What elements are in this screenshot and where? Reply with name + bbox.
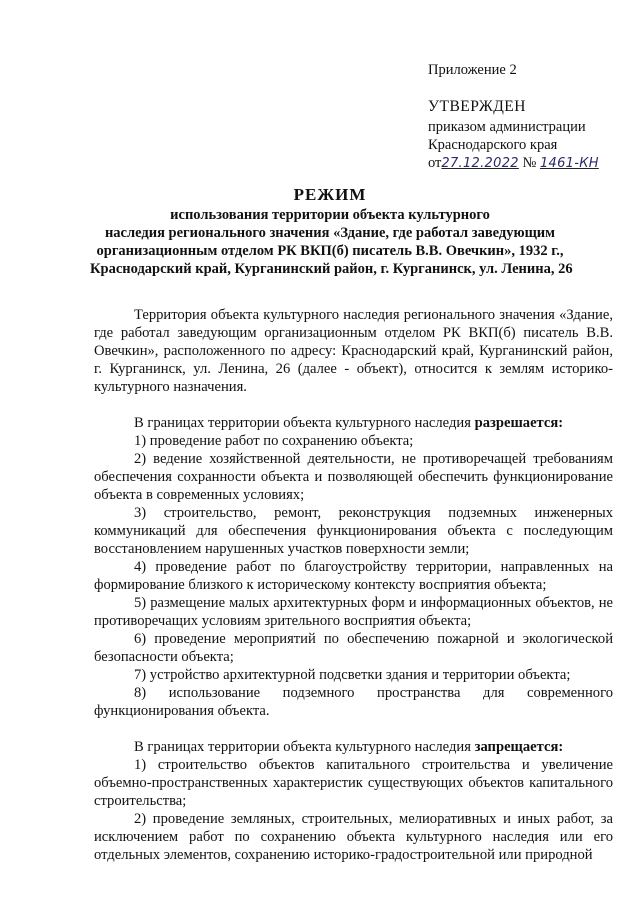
approval-block xyxy=(428,98,599,173)
number-prefix: № xyxy=(522,155,537,171)
date-prefix: от xyxy=(428,155,442,171)
date-number-line xyxy=(428,154,599,173)
allowed-item-1: 1) проведение работ по сохранению объекта; xyxy=(134,433,414,449)
order-line-1: приказом администрации xyxy=(428,119,586,135)
document-body xyxy=(94,306,613,864)
appendix-label: Приложение 2 xyxy=(428,62,517,78)
document-title xyxy=(90,185,573,278)
intro-paragraph: Территория объекта культурного наследия регионального значения «Здание, где работал заведующим организационным отделом РК ВКП(б) писатель В.В. Овечкин», расположенного по адресу: Краснодарский край, Курганинский район, г. Курганинск, ул. Ленина, 26 (далее - объект), относится к землям историко-культурного назначения. xyxy=(94,307,613,395)
prohibited-lead: В границах территории объекта культурного наследия xyxy=(134,739,471,755)
order-line-2: Краснодарского края xyxy=(428,137,558,153)
handwritten-number: 1461-КН xyxy=(539,156,599,171)
handwritten-date: 27.12.2022 xyxy=(441,156,519,171)
title-main: РЕЖИМ xyxy=(293,185,367,204)
allowed-item-2: 2) ведение хозяйственной деятельности, не противоречащей требованиям обеспечения сохранности объекта и позволяющей обеспечить функционирование объекта в современных условиях; xyxy=(94,451,613,503)
title-line-3: организационным отделом РК ВКП(б) писатель В.В. Овечкин», 1932 г., xyxy=(96,243,564,259)
allowed-lead: В границах территории объекта культурного наследия xyxy=(134,415,471,431)
approved-heading: УТВЕРЖДЕН xyxy=(428,98,526,115)
allowed-item-7: 7) устройство архитектурной подсветки здания и территории объекта; xyxy=(134,667,571,683)
prohibited-heading xyxy=(94,738,613,756)
allowed-item-6: 6) проведение мероприятий по обеспечению пожарной и экологической безопасности объекта; xyxy=(94,631,613,665)
allowed-item-3: 3) строительство, ремонт, реконструкция подземных инженерных коммуникаций для обеспечения функционирования объекта с последующим восстановлением нарушенных участков поверхности земли; xyxy=(94,505,613,557)
prohibited-item-2: 2) проведение земляных, строительных, мелиоративных и иных работ, за исключением работ по сохранению объекта культурного наследия или его отдельных элементов, сохранению историко-градостроительной или природной xyxy=(94,811,613,863)
allowed-keyword: разрешается: xyxy=(474,415,564,431)
allowed-item-8: 8) использование подземного пространства для современного функционирования объекта. xyxy=(94,685,613,719)
title-line-1: использования территории объекта культурного xyxy=(170,207,490,223)
allowed-heading xyxy=(94,414,613,432)
prohibited-keyword: запрещается: xyxy=(474,739,564,755)
prohibited-item-1: 1) строительство объектов капитального строительства и увеличение объемно-пространственных характеристик существующих объектов капитального строительства; xyxy=(94,757,613,809)
allowed-item-5: 5) размещение малых архитектурных форм и информационных объектов, не противоречащих условиям зрительного восприятия объекта; xyxy=(94,595,613,629)
title-line-4: Краснодарский край, Курганинский район, г. Курганинск, ул. Ленина, 26 xyxy=(90,261,573,277)
title-line-2: наследия регионального значения «Здание, где работал заведующим xyxy=(104,225,556,241)
allowed-item-4: 4) проведение работ по благоустройству территории, направленных на формирование близкого к историческому контексту восприятия объекта; xyxy=(94,559,613,593)
